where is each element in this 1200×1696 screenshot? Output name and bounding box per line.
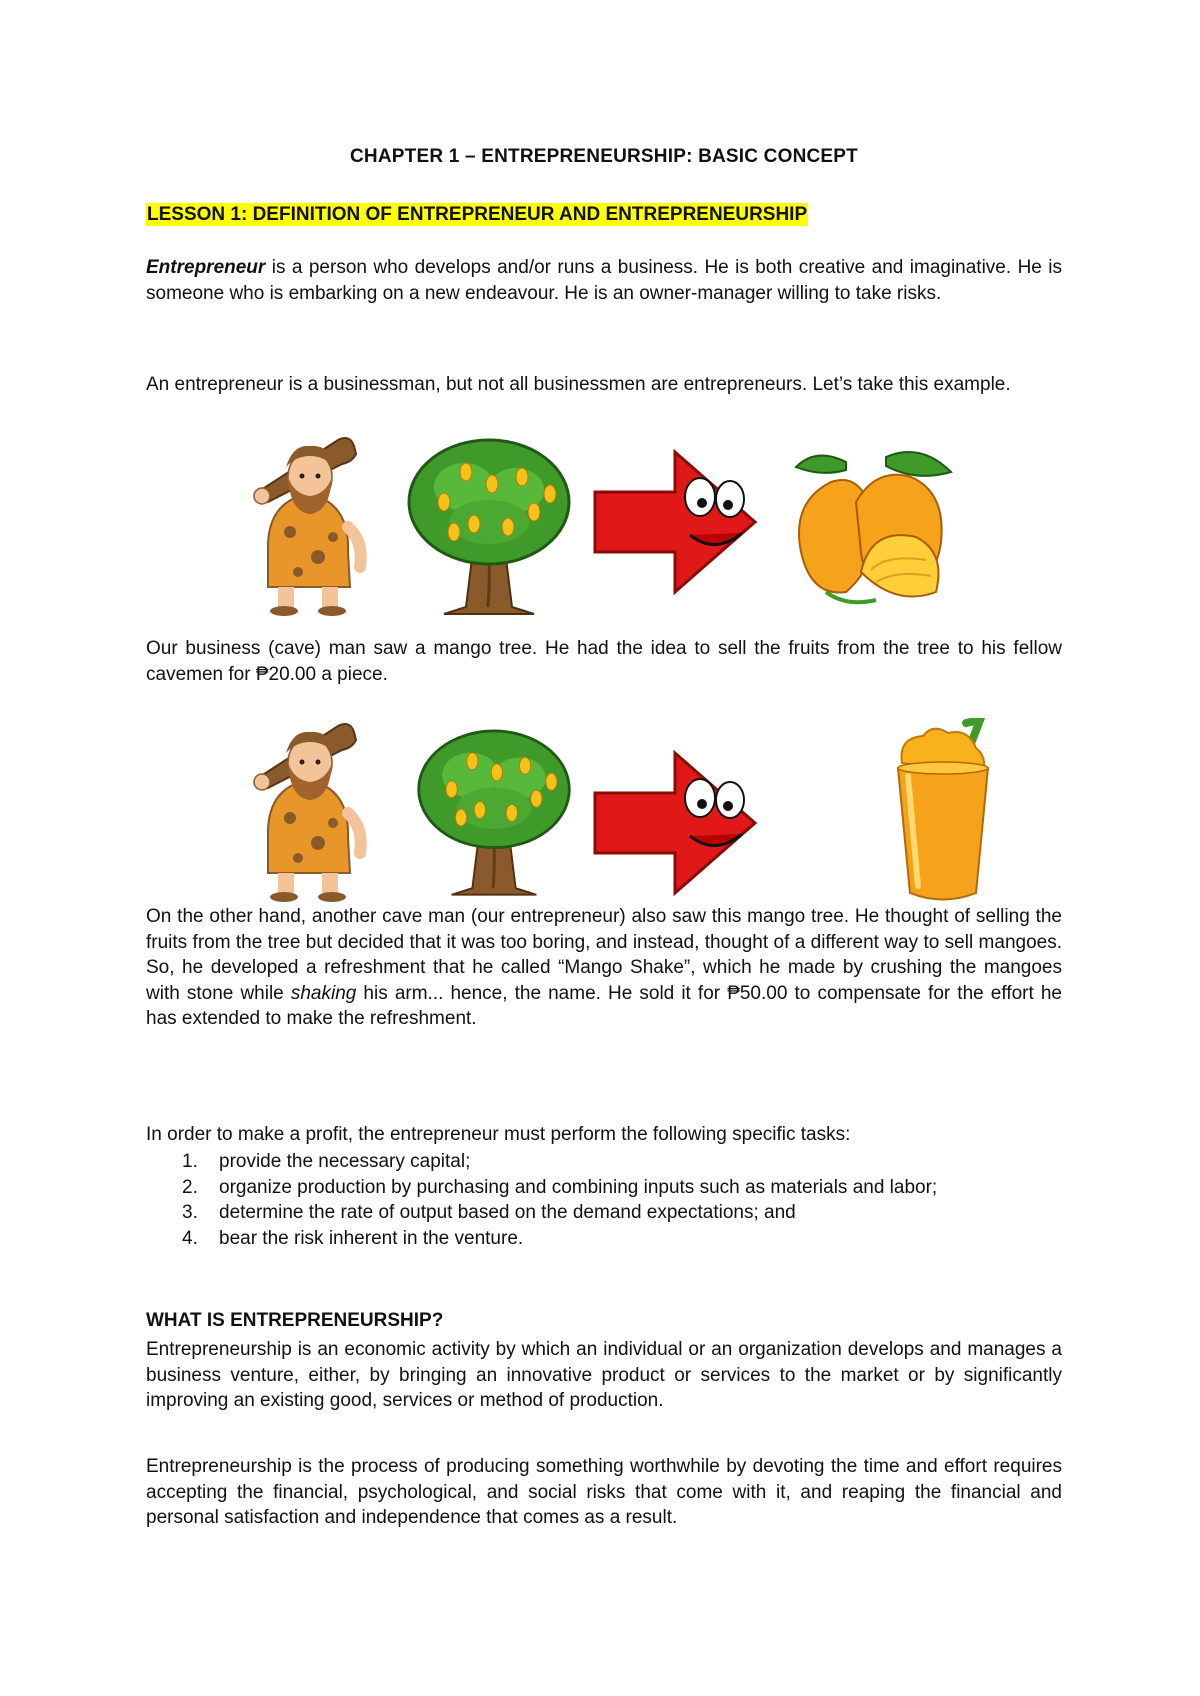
- mango-tree-icon: [404, 432, 574, 617]
- illustration-row-2: [146, 718, 1062, 918]
- list-item: [146, 1175, 1062, 1201]
- list-number: 3.: [182, 1202, 198, 1223]
- list-item-text: provide the necessary capital;: [219, 1151, 471, 1172]
- mango-tree-icon: [414, 718, 574, 903]
- lesson-title-highlight: LESSON 1: DEFINITION OF ENTREPRENEUR AND ENTREPRENEURSHIP: [147, 204, 808, 225]
- list-item-text: organize production by purchasing and combining inputs such as materials and labor;: [219, 1176, 938, 1198]
- paragraph-businessman-story: Our business (cave) man saw a mango tree. He had the idea to sell the fruits from the tree to his fellow cavemen for ₱20.00 a piece.: [146, 638, 1062, 685]
- story-italic-shaking: shaking: [290, 982, 357, 1004]
- list-item: [146, 1226, 1062, 1252]
- list-number: 4.: [182, 1227, 198, 1249]
- list-item: [146, 1149, 1062, 1175]
- paragraph-entrepreneurship-process: Entrepreneurship is the process of producing something worthwhile by devoting the time and effort requires accepting the financial, psychological, and social risks that come with it, and reaping the financial and personal satisfaction and independence that comes as a result.: [146, 1456, 1062, 1528]
- lesson-title: [146, 204, 808, 226]
- list-number: 2.: [182, 1176, 198, 1198]
- mangoes-icon: [786, 442, 956, 612]
- paragraph-tasks-intro: In order to make a profit, the entrepreneur must perform the following specific tasks:: [146, 1124, 851, 1145]
- paragraph-entrepreneurship-definition: Entrepreneurship is an economic activity by which an individual or an organization develops and manages a business venture, either, by bringing an innovative product or services to the market or by significantly improving an existing good, services or method of production.: [146, 1339, 1062, 1411]
- chapter-title: CHAPTER 1 – ENTREPRENEURSHIP: BASIC CONCEPT: [350, 146, 858, 167]
- term-entrepreneur: Entrepreneur: [146, 257, 266, 278]
- list-item-text: bear the risk inherent in the venture.: [219, 1227, 524, 1249]
- caveman-icon: [238, 718, 378, 903]
- section-heading-entrepreneurship: WHAT IS ENTREPRENEURSHIP?: [146, 1310, 444, 1331]
- caveman-icon: [238, 432, 378, 617]
- mango-shake-icon: [888, 718, 998, 908]
- illustration-row-1: [146, 432, 1062, 632]
- definition-text: is a person who develops and/or runs a business. He is both creative and imaginative. He is someone who is embarking on a new endeavour. He is an owner-manager willing to take risks.: [146, 257, 1062, 304]
- list-number: 1.: [182, 1151, 198, 1172]
- tasks-list: [146, 1149, 1062, 1251]
- paragraph-entrepreneur-definition: [146, 255, 1062, 306]
- paragraph-businessman: An entrepreneur is a businessman, but not all businessmen are entrepreneurs. Let’s take this example.: [146, 374, 1011, 395]
- red-arrow-icon: [590, 447, 760, 597]
- paragraph-entrepreneur-story: [146, 904, 1062, 1032]
- story-text-a: On the other hand, another cave man (our entrepreneur) also saw this mango tree. He thought of selling the fruits from the tree but decided that it was too boring, and instead, thought of a different way to sell mangoes. So, he developed a refreshment that he called “Mango Shake”, which he made by crushing the mangoes with stone while: [146, 906, 1062, 1004]
- story-text-b: his arm... hence, the name. He sold it for ₱50.00 to compensate for the effort he has extended to make the refreshment.: [146, 982, 1062, 1029]
- red-arrow-icon: [590, 748, 760, 898]
- list-item-text: determine the rate of output based on the demand expectations; and: [219, 1202, 796, 1223]
- list-item: [146, 1200, 1062, 1226]
